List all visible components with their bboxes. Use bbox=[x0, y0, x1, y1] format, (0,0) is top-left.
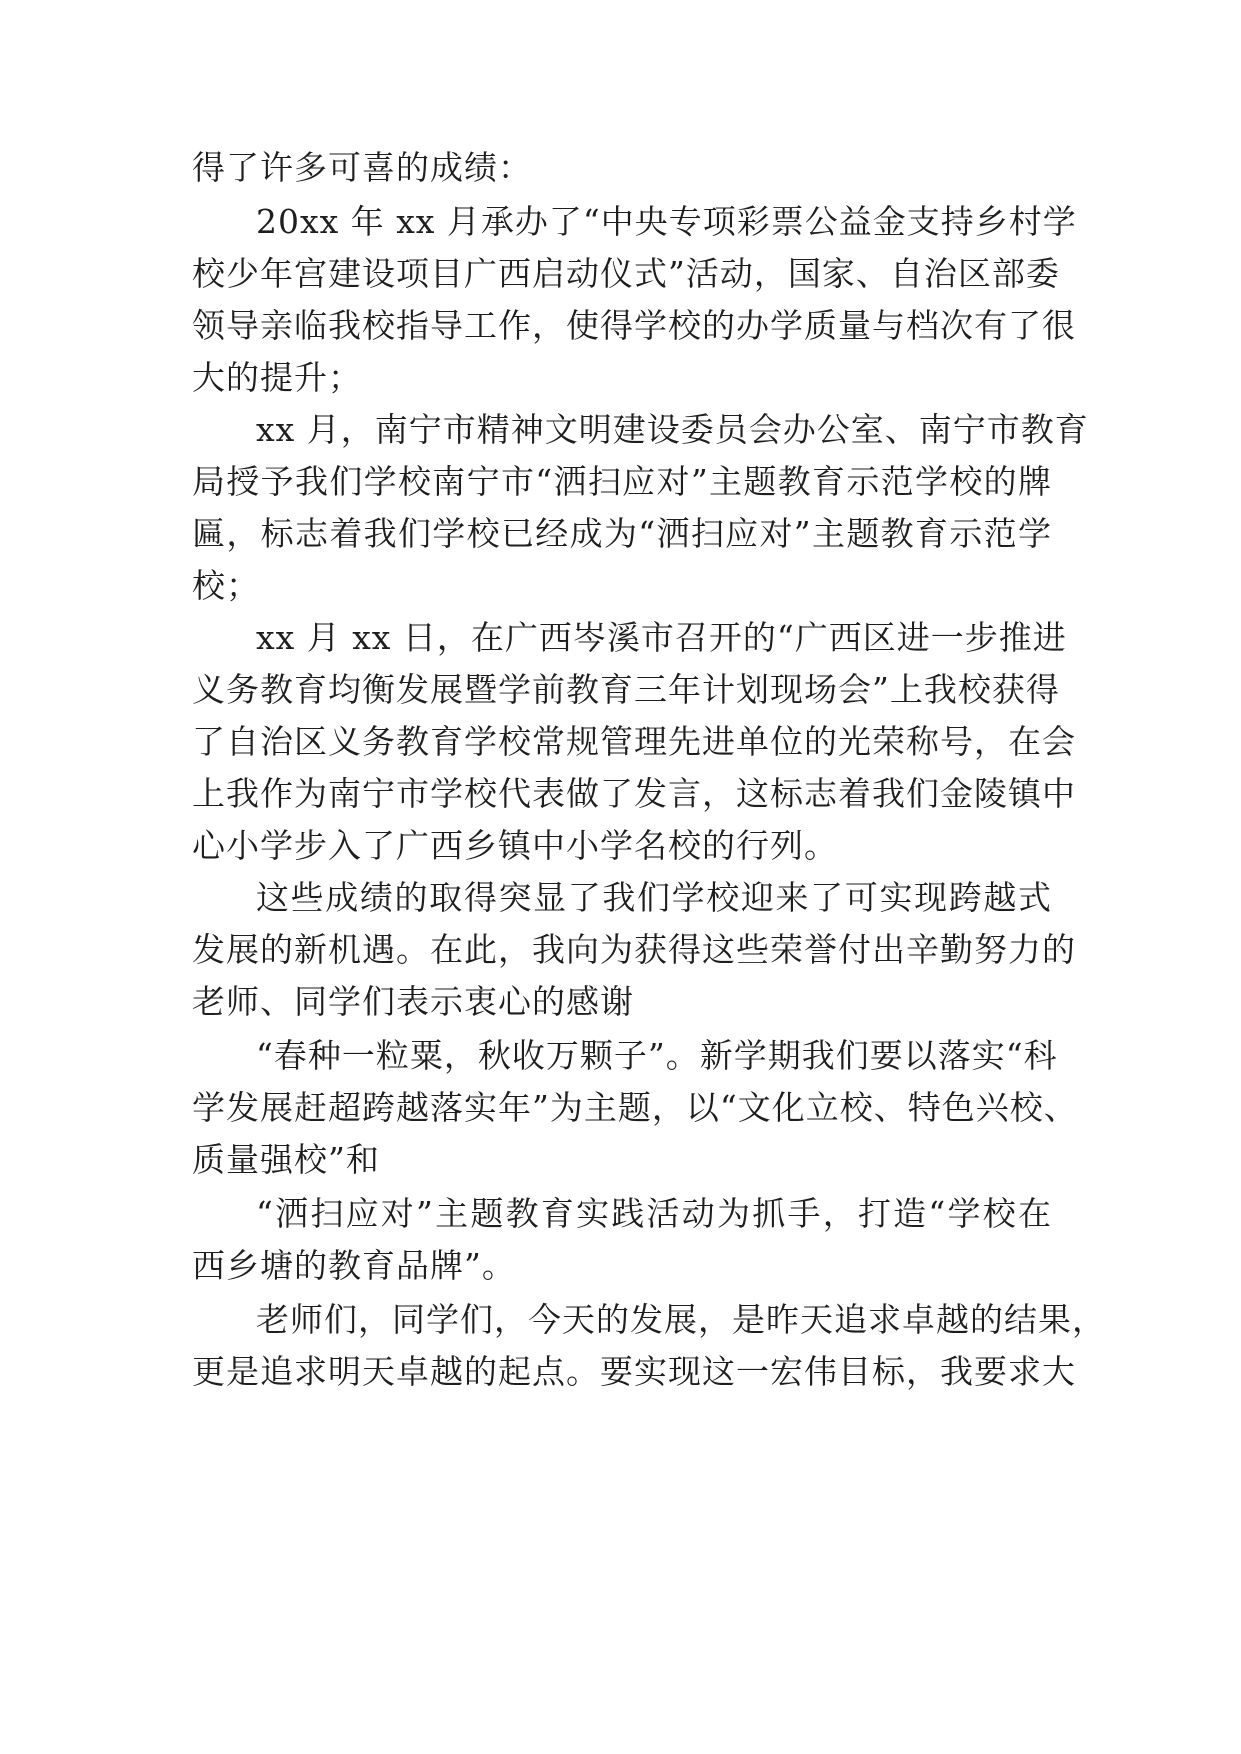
text-line: 校少年宫建设项目广西启动仪式”活动，国家、自治区部委 bbox=[192, 254, 1060, 293]
text-line: 局授予我们学校南宁市“洒扫应对”主题教育示范学校的牌 bbox=[192, 462, 1052, 501]
text-line: 20xx 年 xx 月承办了“中央专项彩票公益金支持乡村学 bbox=[256, 202, 1077, 241]
text-line: 质量强校”和 bbox=[192, 1140, 380, 1179]
text-line: 老师们，同学们，今天的发展，是昨天追求卓越的结果， bbox=[256, 1300, 1106, 1339]
text-line: xx 月 xx 日，在广西岑溪市召开的“广西区进一步推进 bbox=[256, 618, 1067, 657]
text-line: 心小学步入了广西乡镇中小学名校的行列。 bbox=[192, 826, 838, 865]
text-line: “洒扫应对”主题教育实践活动为抓手，打造“学校在 bbox=[256, 1194, 1052, 1233]
text-line: 校； bbox=[192, 566, 260, 605]
text-line: 得了许多可喜的成绩： bbox=[192, 148, 532, 187]
text-line: xx 月，南宁市精神文明建设委员会办公室、南宁市教育 bbox=[256, 410, 1089, 449]
text-line: 大的提升； bbox=[192, 358, 362, 397]
text-line: 老师、同学们表示衷心的感谢 bbox=[192, 982, 634, 1021]
text-line: 领导亲临我校指导工作，使得学校的办学质量与档次有了很 bbox=[192, 306, 1076, 345]
text-line: 上我作为南宁市学校代表做了发言，这标志着我们金陵镇中 bbox=[192, 774, 1076, 813]
text-line: 义务教育均衡发展暨学前教育三年计划现场会”上我校获得 bbox=[192, 670, 1060, 709]
text-line: 更是追求明天卓越的起点。要实现这一宏伟目标，我要求大 bbox=[192, 1352, 1076, 1391]
text-line: 发展的新机遇。在此，我向为获得这些荣誉付出辛勤努力的 bbox=[192, 930, 1076, 969]
text-line: 西乡塘的教育品牌”。 bbox=[192, 1246, 516, 1285]
text-line: 了自治区义务教育学校常规管理先进单位的光荣称号，在会 bbox=[192, 722, 1076, 761]
text-line: 这些成绩的取得突显了我们学校迎来了可实现跨越式 bbox=[256, 878, 1052, 917]
text-line: 匾，标志着我们学校已经成为“洒扫应对”主题教育示范学 bbox=[192, 514, 1052, 553]
text-line: “春种一粒粟，秋收万颗子”。新学期我们要以落实“科 bbox=[256, 1036, 1058, 1075]
text-line: 学发展赶超跨越落实年”为主题，以“文化立校、特色兴校、 bbox=[192, 1088, 1078, 1127]
